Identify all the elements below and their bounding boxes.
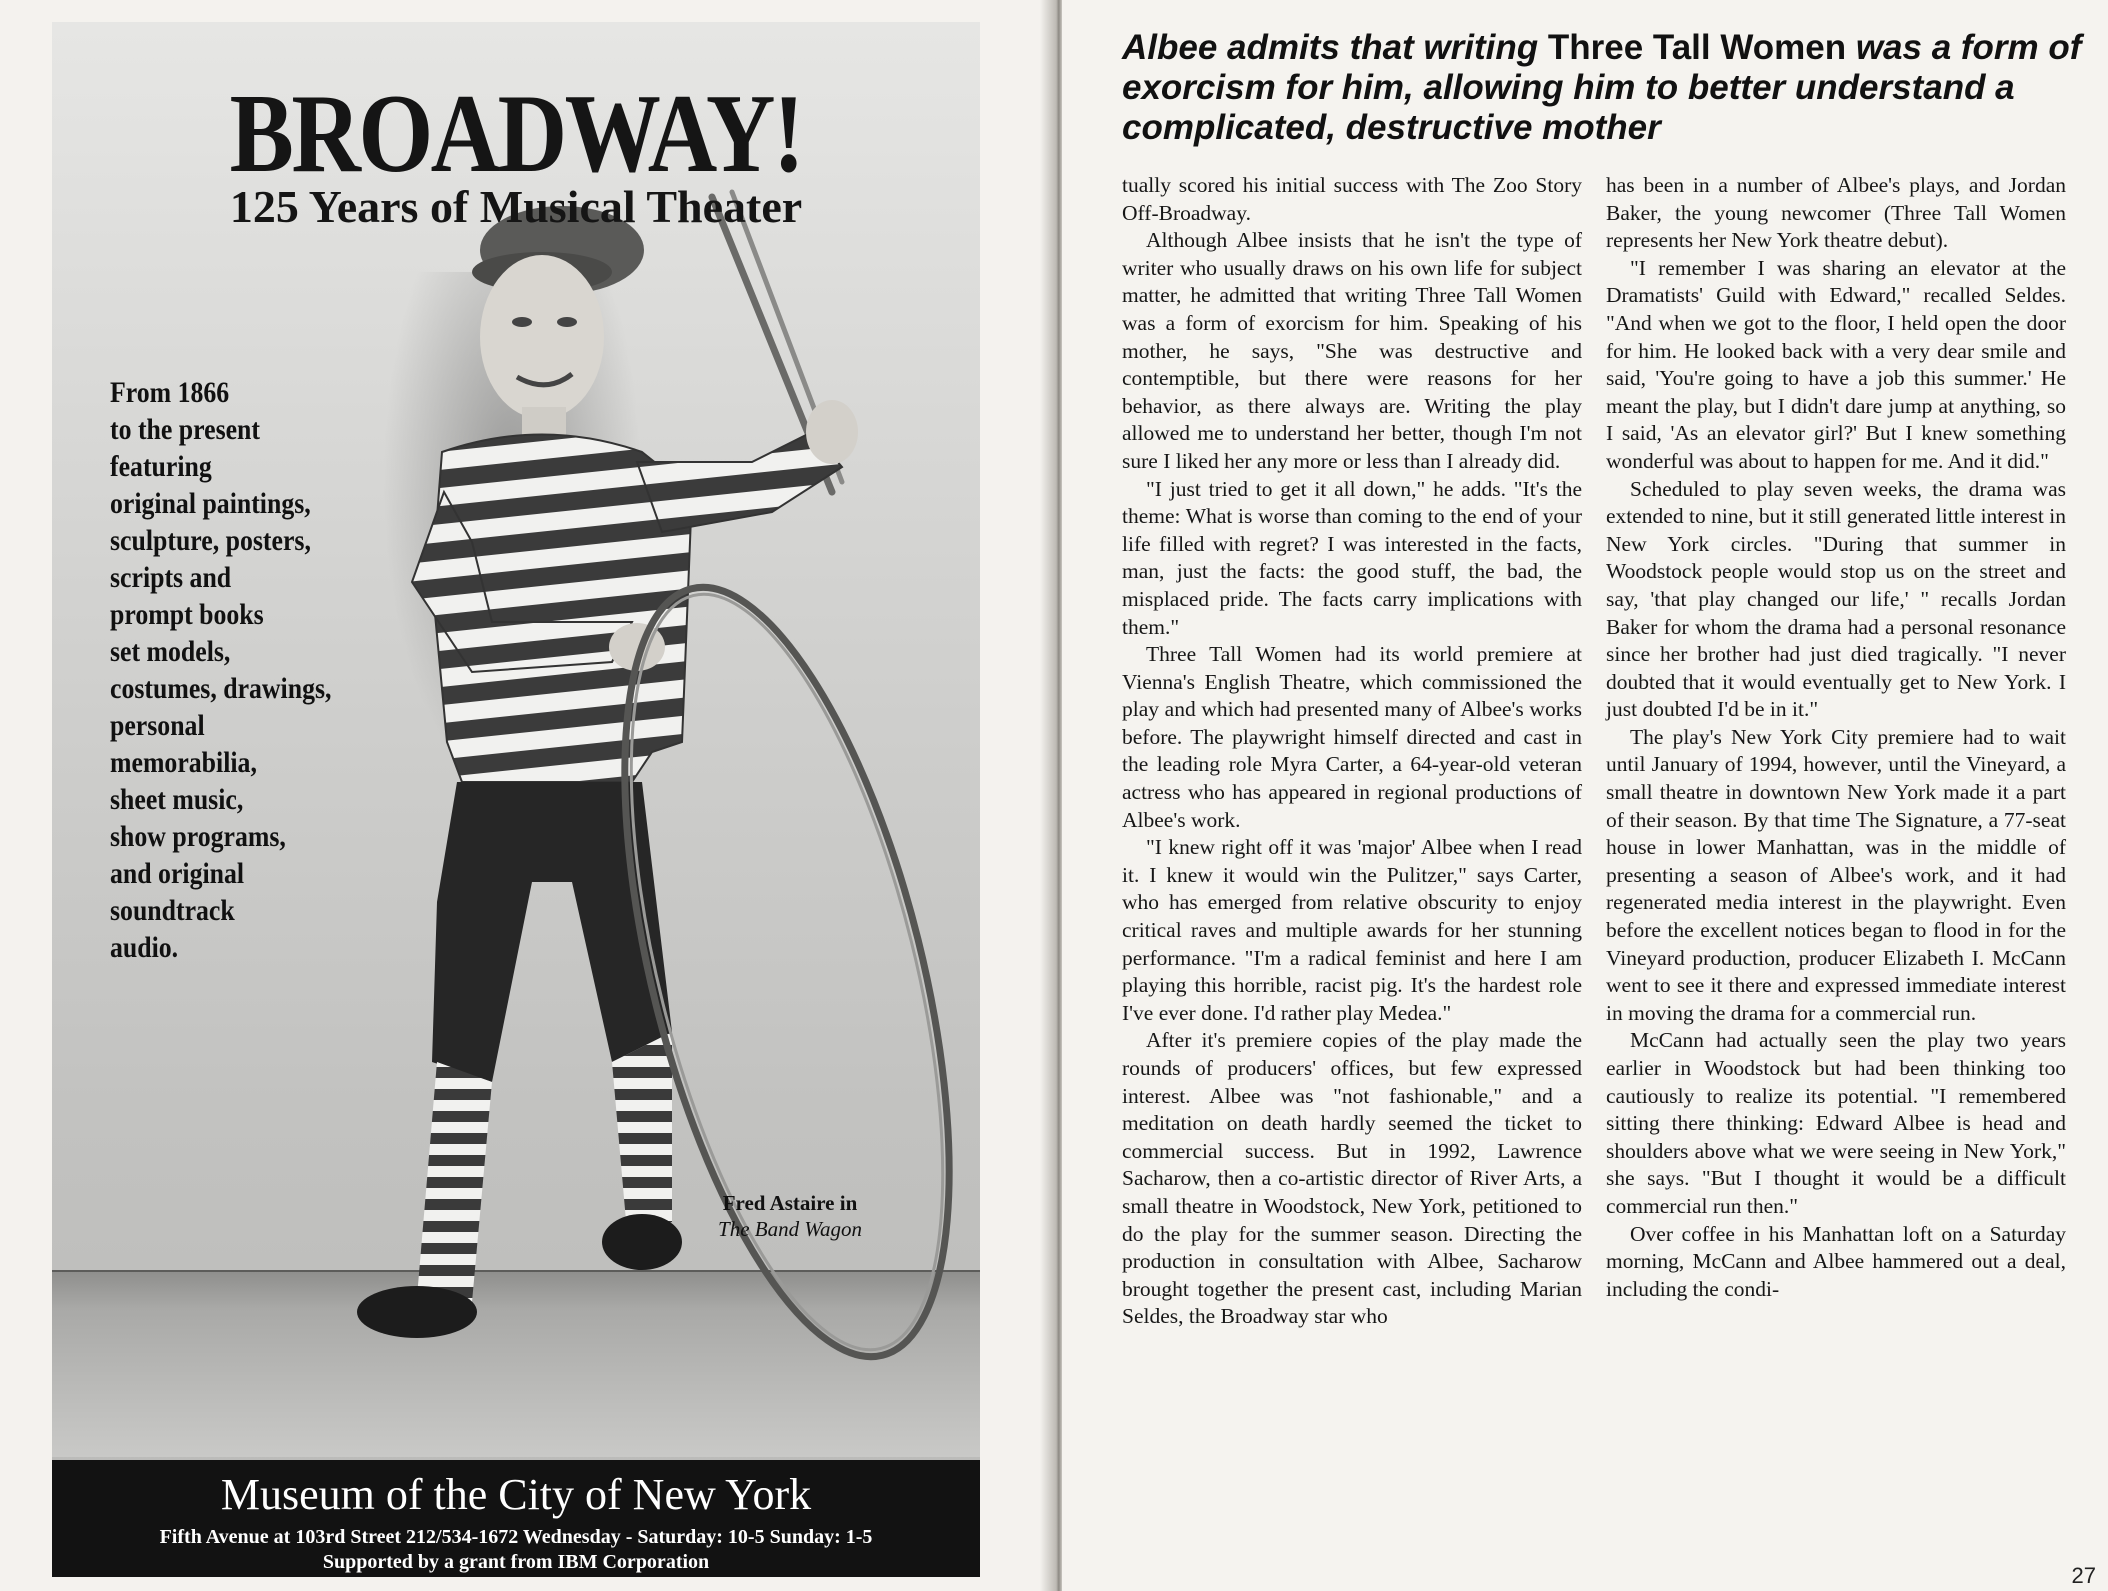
feature-line: show programs, bbox=[110, 820, 286, 853]
left-page bbox=[0, 0, 1052, 1591]
feature-line: From 1866 bbox=[110, 376, 230, 409]
ad-subtitle: 125 Years of Musical Theater bbox=[229, 181, 803, 232]
feature-line: sheet music, bbox=[110, 783, 244, 816]
paragraph: "I remember I was sharing an elevator at the Dramatists' Guild with Edward," recalled Seldes. "And when we got to the floor, I held open the door for him. He looked back with a very dear smile and said, 'You're going to have a job this summer.' He meant the play, but I didn't dare jump at anything, so I said, 'As an elevator girl?' But I knew something wonderful was about to happen for me. And it did." bbox=[1606, 255, 2066, 473]
feature-line: audio. bbox=[110, 931, 179, 964]
feature-line: set models, bbox=[110, 635, 231, 668]
article-headline bbox=[1122, 28, 2082, 148]
paragraph: has been in a number of Albee's plays, and Jordan Baker, the young newcomer (Three Tall Women represents her New York theatre debut). bbox=[1606, 173, 2066, 253]
paragraph: "I just tried to get it all down," he adds. "It's the theme: What is worse than coming to the end of your life filled with regret? I was interested in the facts, man, just the facts: the good stuff, the bad, the misplaced pride. The facts carry implications with them." bbox=[1122, 476, 1582, 639]
broadway-advertisement bbox=[52, 22, 980, 1577]
paragraph: After it's premiere copies of the play made the rounds of producers' offices, but few expressed interest. Albee was "not fashionable," and a meditation on death hardly seemed the ticket to commercial success. But in 1992, Lawrence Sacharow, then a co-artistic director of River Arts, a small theatre in Woodstock, New York, petitioned to do the play for the summer season. Directing the production in consultation with Albee, Sacharow brought together the present cast, including Marian Seldes, the Broadway star who bbox=[1122, 1028, 1582, 1329]
article-column-right bbox=[1606, 172, 2066, 1303]
feature-line: memorabilia, bbox=[110, 746, 257, 779]
museum-address-hours: Fifth Avenue at 103rd Street 212/534-1672 Wednesday - Saturday: 10-5 Sunday: 1-5 bbox=[159, 1526, 873, 1548]
feature-line: original paintings, bbox=[110, 487, 311, 520]
ad-title: BROADWAY! bbox=[229, 72, 803, 196]
sponsor-line: Supported by a grant from IBM Corporation bbox=[322, 1551, 710, 1573]
feature-line: scripts and bbox=[110, 561, 232, 594]
headline-play-title: Three Tall Women bbox=[1547, 28, 1847, 67]
feature-line: soundtrack bbox=[110, 894, 235, 927]
photo-caption bbox=[660, 1190, 920, 1242]
feature-line: featuring bbox=[110, 450, 212, 483]
museum-name: Museum of the City of New York bbox=[220, 1470, 812, 1519]
feature-line: to the present bbox=[110, 413, 261, 446]
article-column-left bbox=[1122, 172, 1582, 1331]
paragraph: Although Albee insists that he isn't the type of writer who usually draws on his own life for subject matter, he admitted that writing Three Tall Women was a form of exorcism for him. Speaking of his mother, he says, "She was destructive and contemptible, but there were reasons for her behavior, as there always are. Writing the play allowed me to understand her better, though I'm not sure I liked her any more or less than I already did. bbox=[1122, 228, 1582, 473]
paragraph: The play's New York City premiere had to wait until January of 1994, however, until the Vineyard, a small theatre in downtown New York made it a part of their season. By that time The Signature, a 77-seat house in lower Manhattan, was in the middle of presenting a season of Albee's work, and it had regenerated media interest in the playwright. Even before the excellent notices began to flood in for the Vineyard production, producer Elizabeth I. McCann went to see it there and expressed immediate interest in moving the drama for a commercial run. bbox=[1606, 724, 2066, 1025]
paragraph: McCann had actually seen the play two years earlier in Woodstock but had been thinking too cautiously to realize its potential. "I remembered sitting there thinking: Edward Albee is head and shoulders above what we were seeing in New York," she says. "But I thought it would be a difficult commercial run then." bbox=[1606, 1028, 2066, 1218]
right-page bbox=[1062, 0, 2108, 1591]
feature-line: personal bbox=[110, 709, 205, 742]
paragraph: tually scored his initial success with The Zoo Story Off-Broadway. bbox=[1122, 173, 1582, 225]
museum-banner bbox=[52, 1460, 980, 1577]
feature-line: and original bbox=[110, 857, 245, 890]
paragraph: "I knew right off it was 'major' Albee when I read it. I knew it would win the Pulitzer," says Carter, who has emerged from relative obscurity to enjoy critical raves and multiple awards for her stunning performance. "I'm a radical feminist and here I am playing this horrible, racist pig. It's the hardest role I've ever done. I'd rather play Medea." bbox=[1122, 835, 1582, 1025]
feature-line: costumes, drawings, bbox=[110, 672, 332, 705]
feature-line: sculpture, posters, bbox=[110, 524, 311, 557]
paragraph: Over coffee in his Manhattan loft on a Saturday morning, McCann and Albee hammered out a deal, including the condi- bbox=[1606, 1221, 2066, 1301]
headline-lead: Albee admits that writing bbox=[1122, 28, 1548, 67]
paragraph: Three Tall Women had its world premiere at Vienna's English Theatre, which commissioned the play and which had presented many of Albee's works before. The playwright himself directed and cast in the leading role Myra Carter, a 64-year-old veteran actress who has appeared in regional productions of Albee's work. bbox=[1122, 642, 1582, 832]
paragraph: Scheduled to play seven weeks, the drama was extended to nine, but it still generated little interest in New York circles. "During that summer in Woodstock people would stop us on the street and say, 'that play changed our life,' " recalls Jordan Baker for whom the drama had a personal resonance since her brother had just died tragically. "I never doubted that it would eventually get to New York. I just doubted I'd be in it." bbox=[1606, 476, 2066, 722]
feature-line: prompt books bbox=[110, 598, 264, 631]
page-number: 27 bbox=[2071, 1563, 2096, 1588]
caption-show: The Band Wagon bbox=[718, 1217, 862, 1241]
exhibit-features-list bbox=[110, 374, 420, 966]
caption-name: Fred Astaire in bbox=[722, 1191, 858, 1215]
headline-rest: was a form of exorcism for him, allowing him to better understand a complicated, destructive mother bbox=[1122, 28, 2082, 147]
